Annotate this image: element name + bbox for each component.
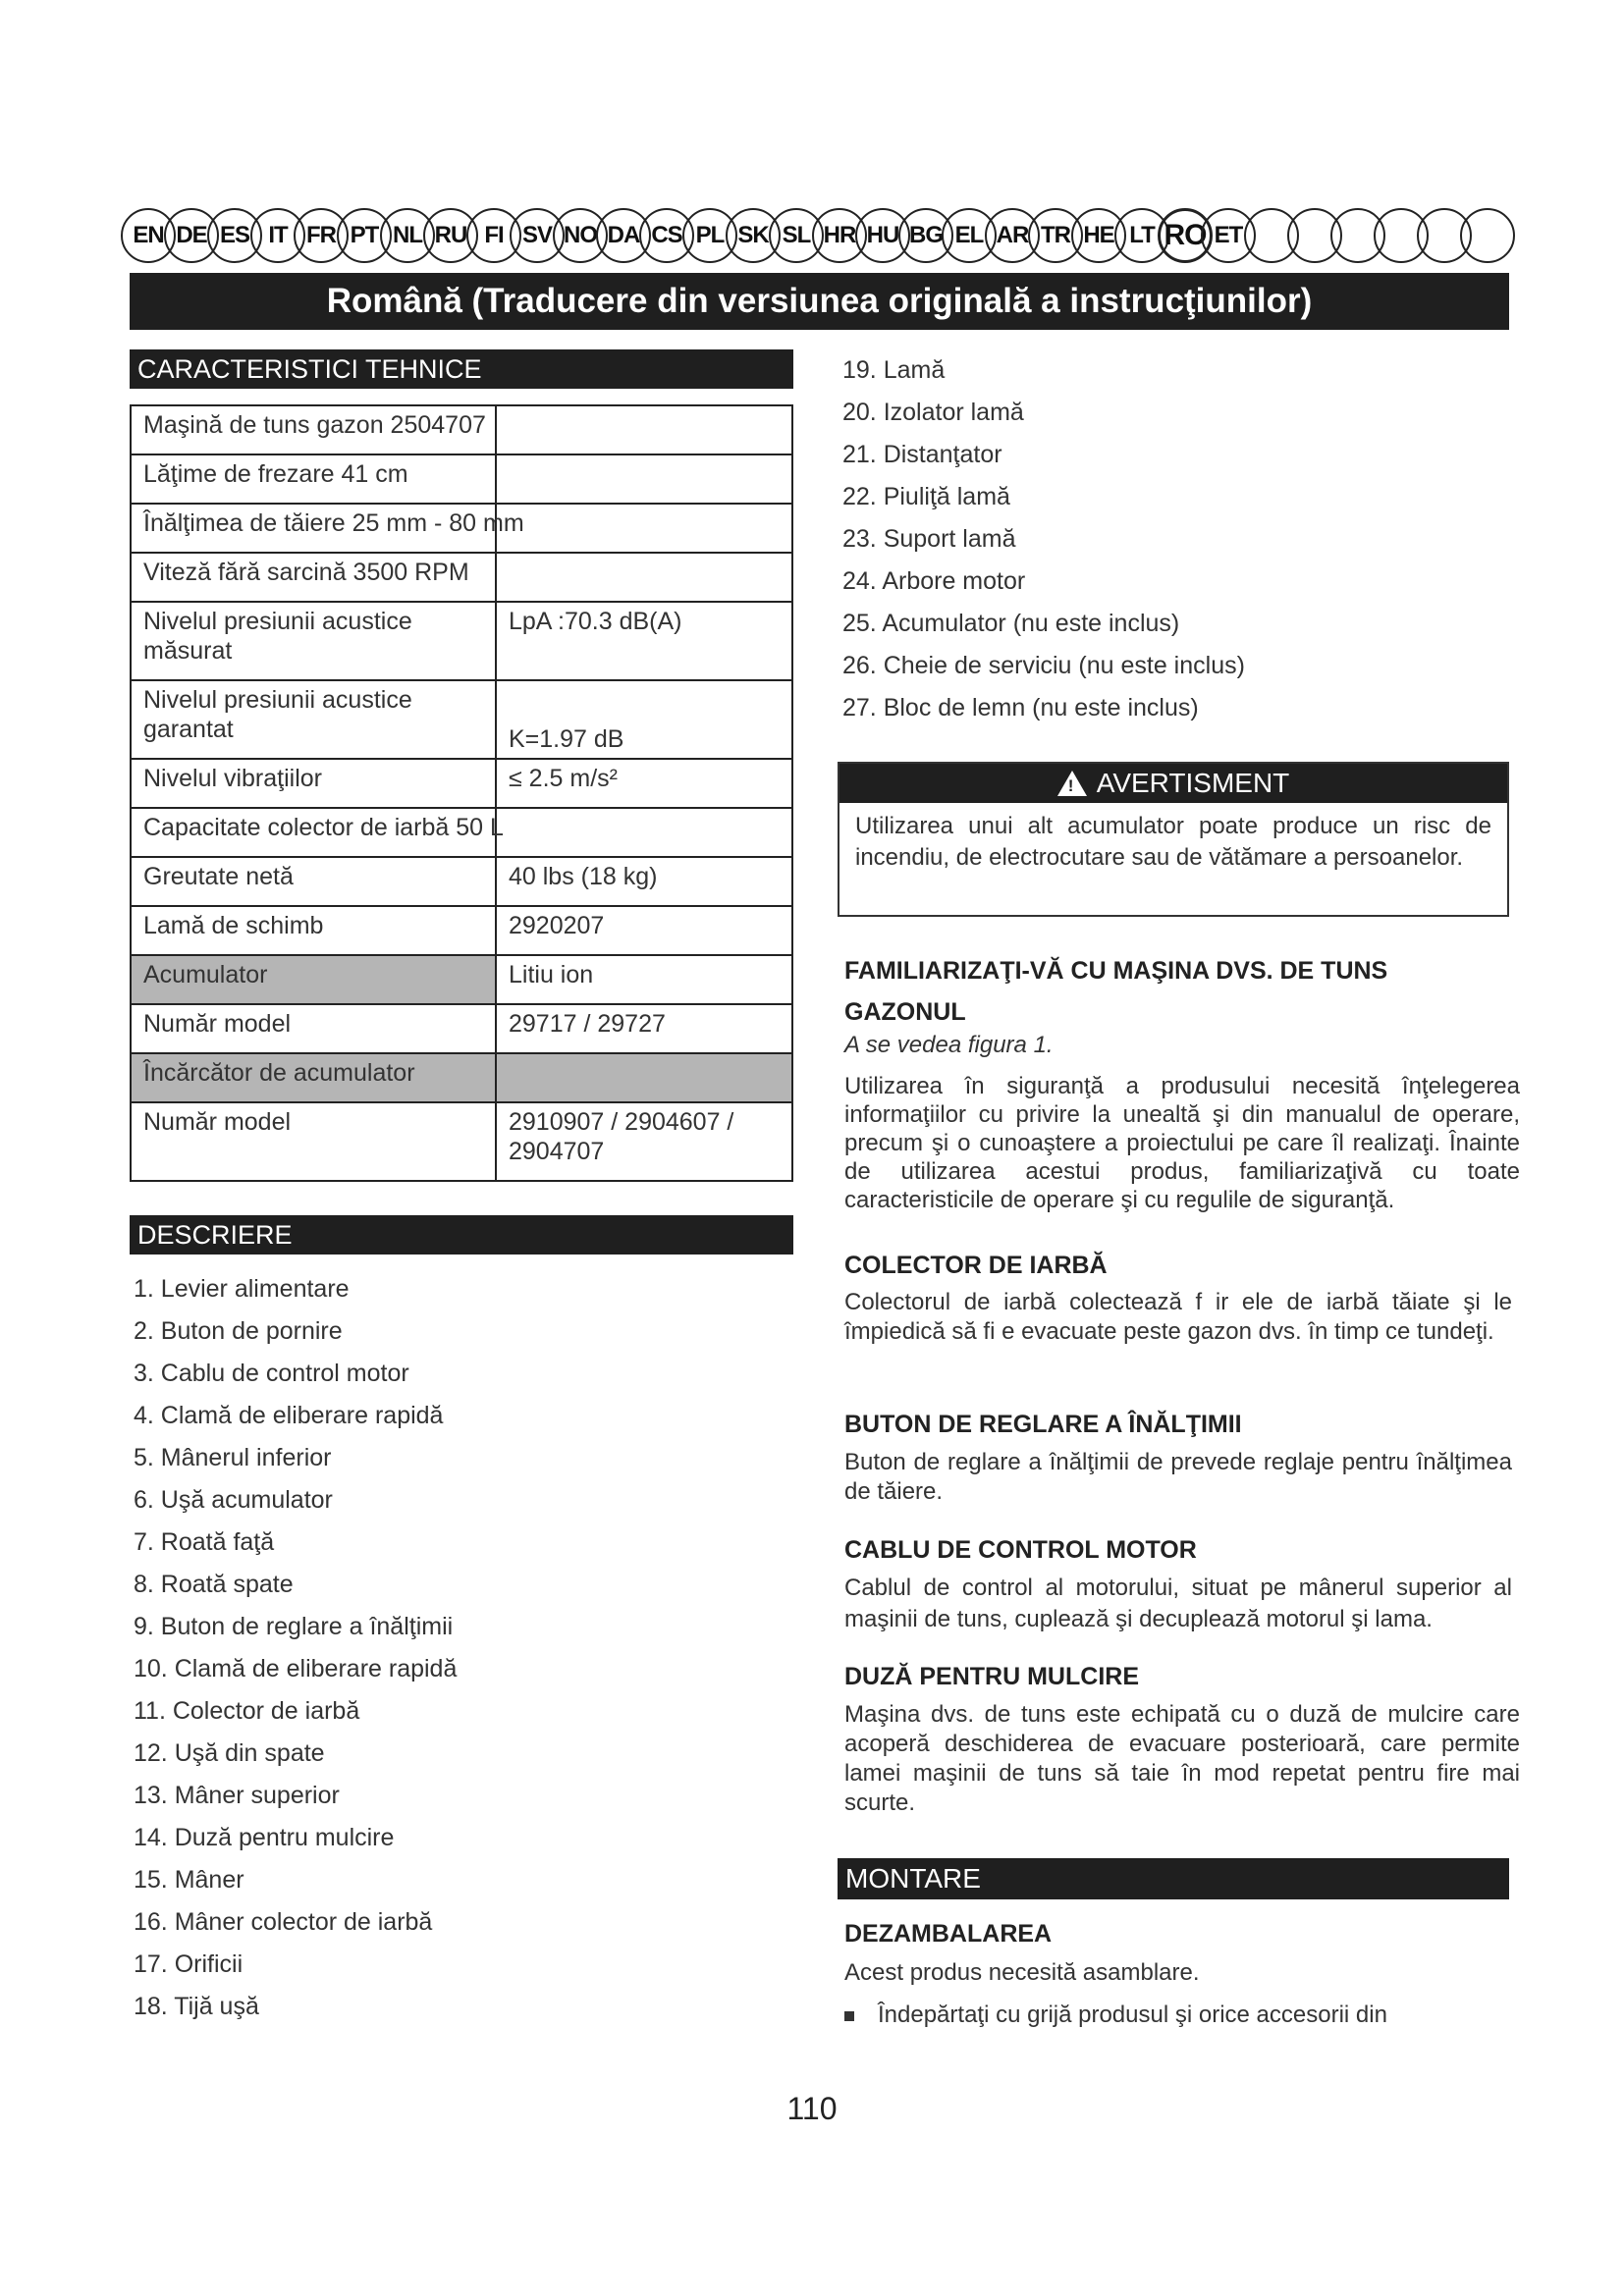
spec-value: [496, 553, 792, 602]
spec-label: Greutate netă: [131, 857, 496, 906]
language-ru: RU: [423, 208, 478, 263]
spec-label: Înălţimea de tăiere 25 mm - 80 mm: [143, 509, 524, 537]
height-knob-text: Buton de reglare a înălţimii de prevede reglaje pentru înălţimea de tăiere.: [844, 1449, 1512, 1505]
language-hu: HU: [855, 208, 910, 263]
spec-label: Număr model: [131, 1004, 496, 1053]
list-item: 15. Mâner: [134, 1866, 244, 1894]
table-row: [131, 808, 792, 857]
language-ro: RO: [1158, 208, 1213, 263]
table-row: [131, 454, 792, 504]
spec-label: Încărcător de acumulator: [131, 1053, 496, 1102]
spec-label: Lamă de schimb: [131, 906, 496, 955]
warning-triangle-icon: !: [1057, 771, 1087, 796]
table-row: [131, 857, 792, 906]
specs-heading: CARACTERISTICI TEHNICE: [130, 349, 793, 389]
list-item: 27. Bloc de lemn (nu este inclus): [842, 694, 1199, 721]
table-row: [131, 1053, 792, 1102]
language-selector: [121, 208, 1515, 265]
description-list: [134, 1274, 457, 2034]
warning-box: [838, 762, 1509, 917]
list-item: 22. Piuliţă lamă: [842, 483, 1010, 510]
list-item: 6. Uşă acumulator: [134, 1486, 333, 1514]
table-row: [131, 504, 792, 553]
list-item: 7. Roată faţă: [134, 1528, 275, 1556]
list-item: 20. Izolator lamă: [842, 399, 1024, 426]
language-pt: PT: [337, 208, 392, 263]
spec-value: [496, 454, 792, 504]
spec-label: Acumulator: [131, 955, 496, 1004]
spec-label: Capacitate colector de iarbă 50 L: [143, 814, 504, 841]
list-item: 23. Suport lamă: [842, 525, 1016, 553]
familiarize-text: Utilizarea în siguranţă a produsului necesită înţelegerea informaţiilor cu privire la unealtă şi din manualul de operare, precum şi o cunoaştere a proiectului pe care îl realizaţi. Înainte de utilizarea acestui produs, familiarizaţivă cu toate caracteristicile de operare şi cu regulile de siguranţă.: [844, 1073, 1520, 1213]
language-hr: HR: [812, 208, 867, 263]
table-row: [131, 955, 792, 1004]
height-knob-heading: BUTON DE REGLARE A ÎNĂLŢIMII: [844, 1411, 1242, 1438]
mulch-heading: DUZĂ PENTRU MULCIRE: [844, 1663, 1139, 1690]
list-item: 1. Levier alimentare: [134, 1275, 350, 1303]
list-item: 26. Cheie de serviciu (nu este inclus): [842, 652, 1245, 679]
list-item: 4. Clamă de eliberare rapidă: [134, 1402, 444, 1429]
list-item: 21. Distanţator: [842, 441, 1002, 468]
unpack-heading: DEZAMBALAREA: [844, 1920, 1053, 1948]
language-sk: SK: [726, 208, 781, 263]
language-nl: NL: [380, 208, 435, 263]
table-row: [131, 602, 792, 680]
list-item: 8. Roată spate: [134, 1571, 294, 1598]
spec-value: K=1.97 dB: [496, 680, 792, 759]
spec-label: Nivelul presiunii acustice garantat: [131, 680, 496, 759]
list-item: 9. Buton de reglare a înălţimii: [134, 1613, 454, 1640]
list-item: 10. Clamă de eliberare rapidă: [134, 1655, 458, 1682]
language-bg: BG: [898, 208, 953, 263]
table-row: [131, 759, 792, 808]
language-sv: SV: [510, 208, 565, 263]
spec-label: Nivelul vibraţiilor: [131, 759, 496, 808]
list-item: 3. Cablu de control motor: [134, 1360, 409, 1387]
spec-value: 40 lbs (18 kg): [496, 857, 792, 906]
bullet-item: [844, 2001, 1512, 2030]
language-de: DE: [164, 208, 219, 263]
list-item: 11. Colector de iarbă: [134, 1697, 360, 1725]
language-tr: TR: [1028, 208, 1083, 263]
spec-value: Litiu ion: [496, 955, 792, 1004]
list-item: 19. Lamă: [842, 356, 946, 384]
list-item: 24. Arbore motor: [842, 567, 1026, 595]
specs-table: [130, 404, 793, 1182]
spec-label: Maşină de tuns gazon 2504707: [143, 411, 486, 439]
spec-label: Viteză fără sarcină 3500 RPM: [143, 559, 469, 586]
spec-value: [496, 808, 792, 857]
warning-heading: AVERTISMENT: [1096, 768, 1290, 798]
spec-label: Nivelul presiunii acustice măsurat: [131, 602, 496, 680]
page-number: 110: [786, 2091, 838, 2126]
mulch-text: Maşina dvs. de tuns este echipată cu o duză de mulcire care acoperă deschiderea de evacuare posterioară, care permite lamei maşinii de tuns să taie în mod repetat pentru fire mai scurte.: [844, 1701, 1520, 1816]
language-fi: FI: [466, 208, 521, 263]
bullet-text: Îndepărtaţi cu grijă produsul şi orice accesorii din: [878, 2002, 1387, 2028]
language-blank: [1460, 208, 1515, 263]
spec-value: [496, 405, 792, 454]
spec-value: 2910907 / 2904607 / 2904707: [496, 1102, 792, 1181]
list-item: 25. Acumulator (nu este inclus): [842, 610, 1180, 637]
spec-value: ≤ 2.5 m/s²: [496, 759, 792, 808]
spec-value: LpA :70.3 dB(A): [496, 602, 792, 680]
language-es: ES: [207, 208, 262, 263]
list-item: 2. Buton de pornire: [134, 1317, 343, 1345]
collector-text: Colectorul de iarbă colectează f ir ele de iarbă tăiate şi le împiedică să fi e evacuate peste gazon dvs. în timp ce tundeţi.: [844, 1289, 1512, 1345]
language-el: EL: [942, 208, 997, 263]
language-it: IT: [250, 208, 305, 263]
spec-label: Număr model: [131, 1102, 496, 1181]
list-item: 17. Orificii: [134, 1950, 244, 1978]
spec-value: [496, 1053, 792, 1102]
description-list-continued: [842, 355, 1245, 735]
table-row: [131, 1004, 792, 1053]
language-ar: AR: [985, 208, 1040, 263]
list-item: 16. Mâner colector de iarbă: [134, 1908, 433, 1936]
bullet-square-icon: [844, 2011, 854, 2021]
unpack-text: Acest produs necesită asamblare.: [844, 1959, 1200, 1986]
list-item: 13. Mâner superior: [134, 1782, 340, 1809]
list-item: 14. Duză pentru mulcire: [134, 1824, 395, 1851]
language-sl: SL: [769, 208, 824, 263]
motor-cable-text: Cablul de control al motorului, situat pe mânerul superior al maşinii de tuns, cuplează şi decuplează motorul şi lama.: [844, 1575, 1512, 1632]
language-he: HE: [1071, 208, 1126, 263]
list-item: 18. Tijă uşă: [134, 1993, 259, 2020]
language-pl: PL: [682, 208, 737, 263]
figure-reference: A se vedea figura 1.: [844, 1032, 1054, 1058]
table-row: [131, 1102, 792, 1181]
table-row: [131, 405, 792, 454]
language-cs: CS: [639, 208, 694, 263]
spec-value: [496, 504, 792, 553]
table-row: [131, 553, 792, 602]
language-no: NO: [553, 208, 608, 263]
list-item: 12. Uşă din spate: [134, 1739, 325, 1767]
language-et: ET: [1201, 208, 1256, 263]
page-title: Română (Traducere din versiunea originală a instrucţiunilor): [130, 273, 1509, 330]
language-da: DA: [596, 208, 651, 263]
warning-header: [839, 764, 1507, 803]
spec-label: Lăţime de frezare 41 cm: [131, 454, 496, 504]
familiarize-heading: FAMILIARIZAŢI-VĂ CU MAŞINA DVS. DE TUNS GAZONUL: [844, 957, 1388, 1026]
list-item: 5. Mânerul inferior: [134, 1444, 332, 1471]
spec-value: 29717 / 29727: [496, 1004, 792, 1053]
table-row: [131, 906, 792, 955]
assembly-heading: MONTARE: [838, 1858, 1509, 1899]
spec-value: 2920207: [496, 906, 792, 955]
language-fr: FR: [294, 208, 349, 263]
warning-text: Utilizarea unui alt acumulator poate produce un risc de incendiu, de electrocutare sau de vătămare a persoanelor.: [855, 813, 1491, 871]
language-en: EN: [121, 208, 176, 263]
description-heading: DESCRIERE: [130, 1215, 793, 1255]
collector-heading: COLECTOR DE IARBĂ: [844, 1252, 1108, 1279]
table-row: [131, 680, 792, 759]
motor-cable-heading: CABLU DE CONTROL MOTOR: [844, 1536, 1197, 1564]
language-lt: LT: [1114, 208, 1169, 263]
